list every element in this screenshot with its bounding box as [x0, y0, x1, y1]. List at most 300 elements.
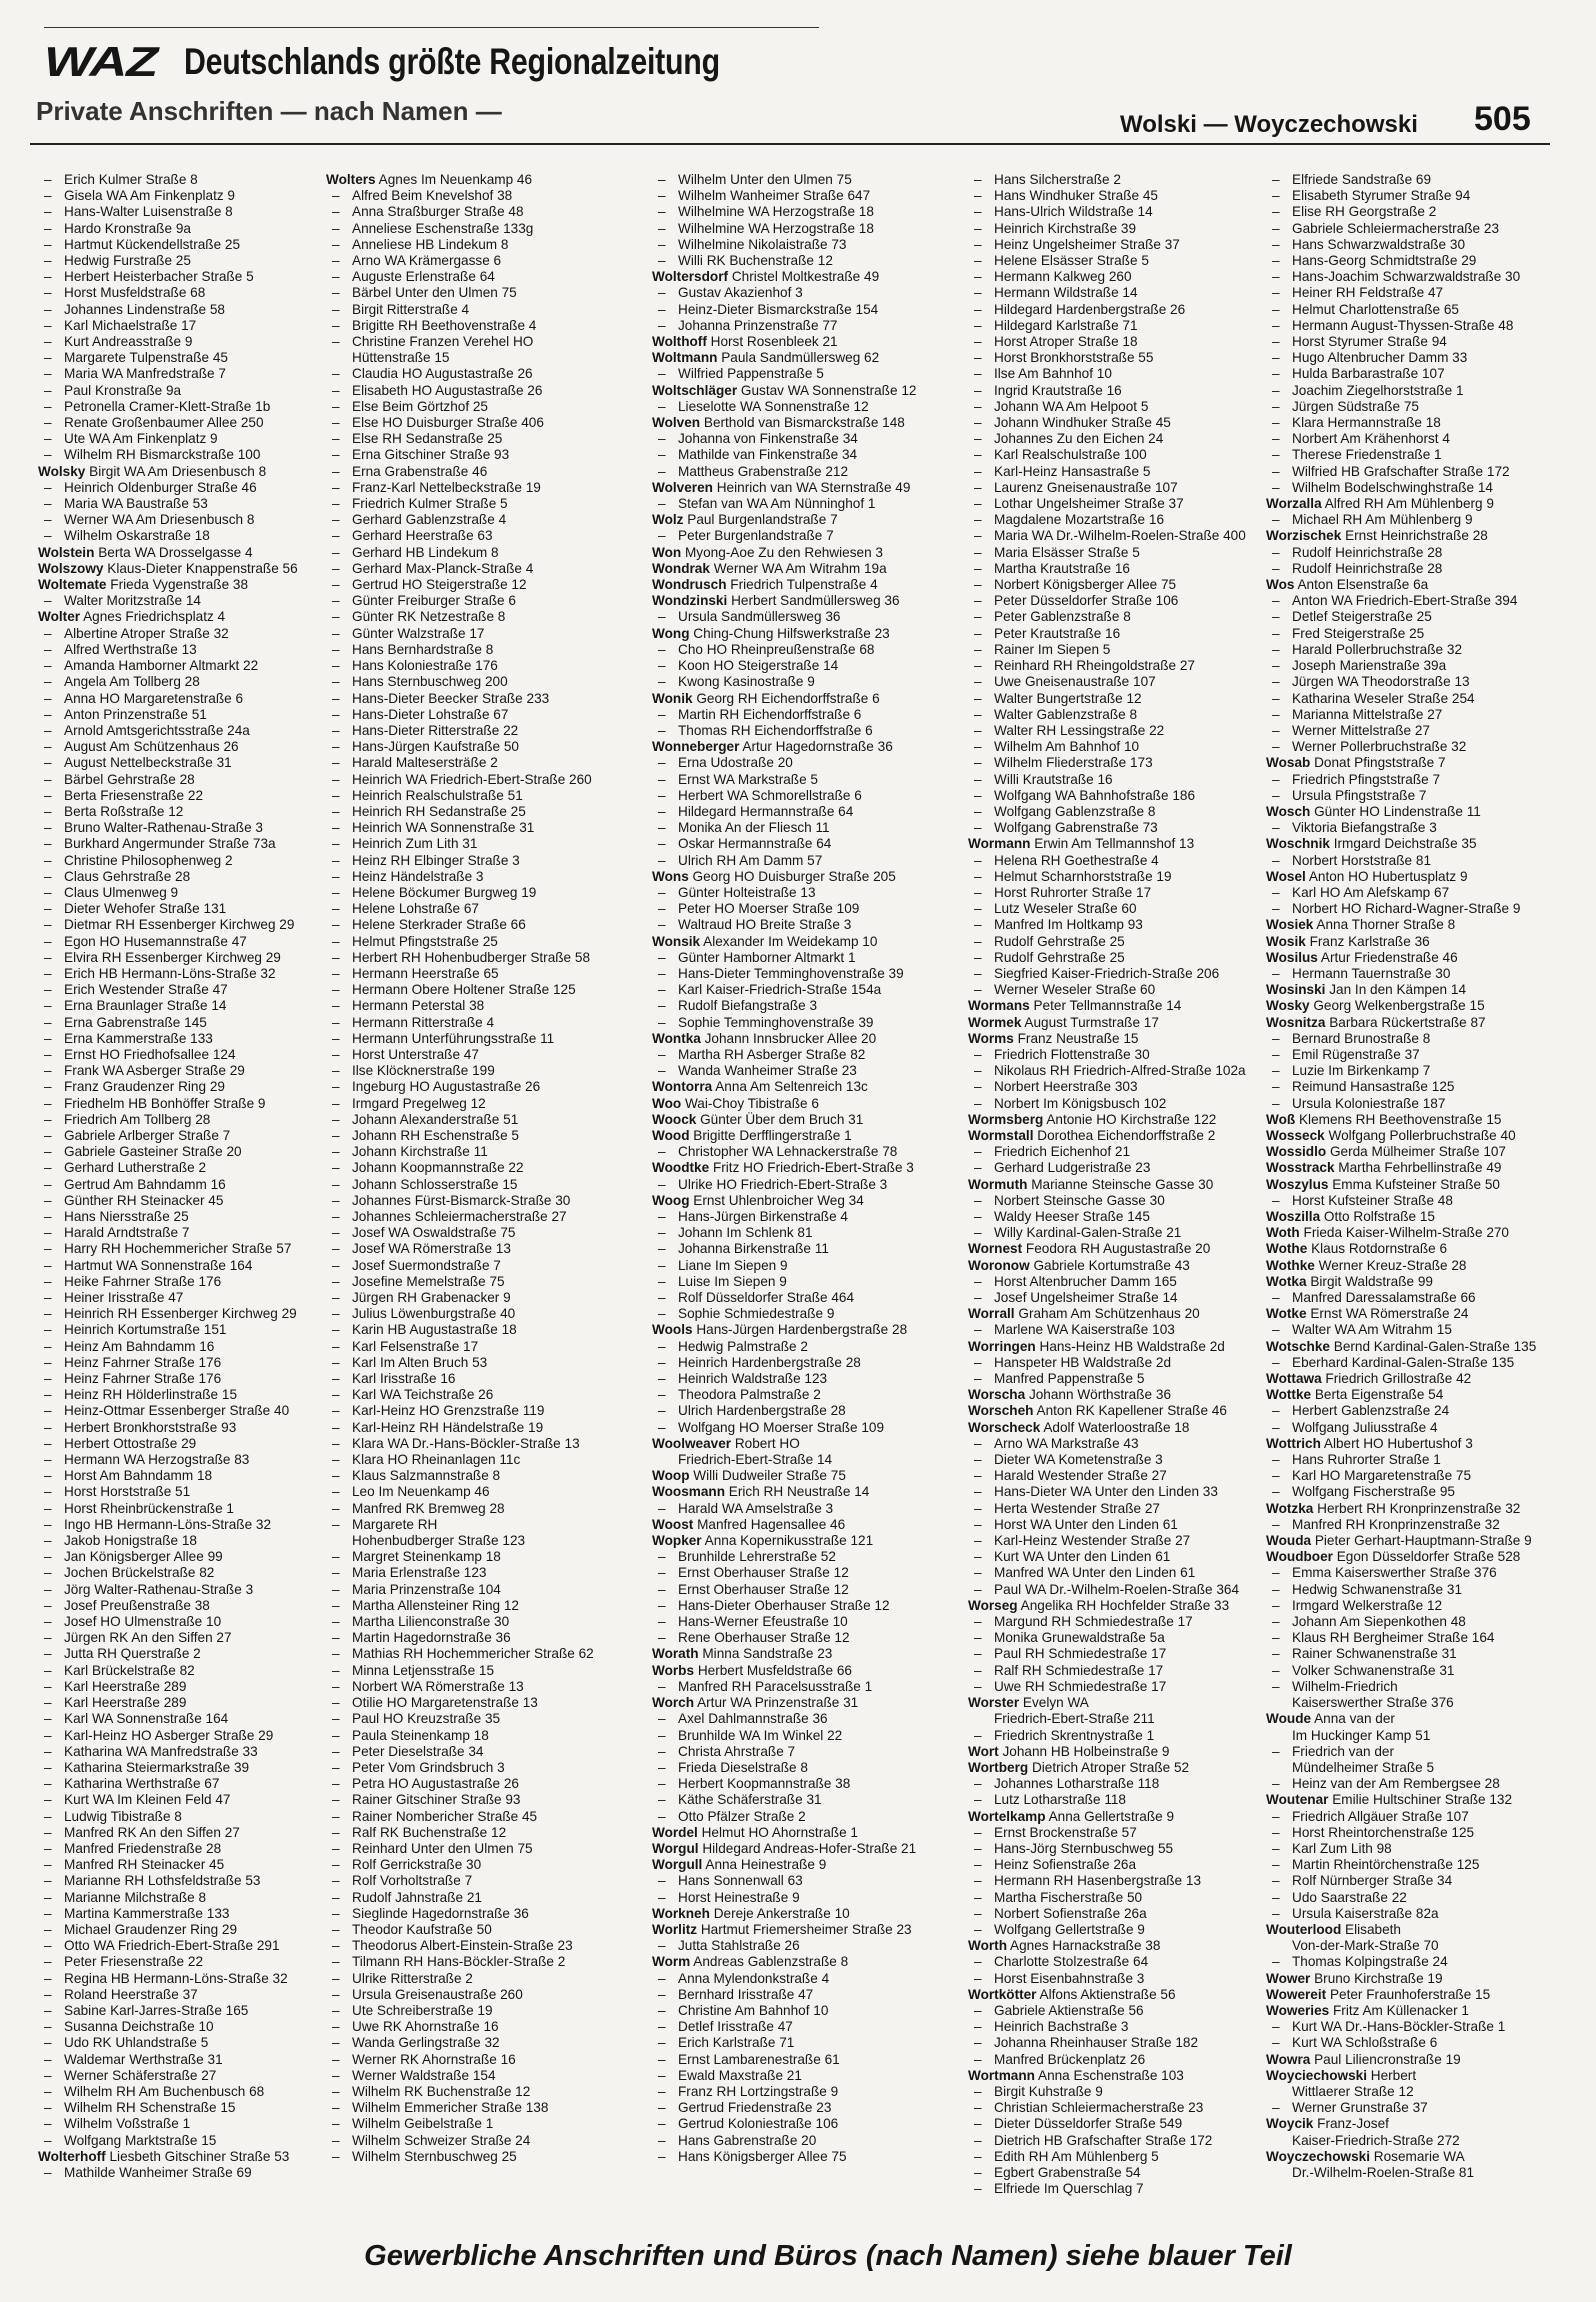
entry-text: Adolf Waterloostraße 18: [1043, 1419, 1190, 1435]
directory-entry: [38, 950, 338, 966]
entry-text: Marianne Steinsche Gasse 30: [1031, 1176, 1214, 1192]
directory-entry: [38, 885, 338, 901]
entry-text: Ingo HB Hermann-Löns-Straße 32: [64, 1516, 272, 1532]
entry-text: Hermann RH Hasenbergstraße 13: [994, 1873, 1202, 1889]
directory-entry: [38, 1890, 338, 1906]
entry-text: Gertrud HO Steigerstraße 12: [352, 577, 527, 593]
directory-entry: [38, 1339, 338, 1355]
directory-entry: [652, 1971, 952, 1987]
entry-text: August Nettelbeckstraße 31: [64, 755, 232, 771]
surname: Woronow: [968, 1257, 1030, 1273]
directory-entry: [968, 221, 1268, 237]
entry-text: Anton RK Kapellener Straße 46: [1036, 1403, 1227, 1419]
entry-text: Günter HO Lindenstraße 11: [1314, 803, 1481, 819]
directory-entry: [326, 285, 626, 301]
entry-text: Frieda Vygenstraße 38: [110, 577, 249, 593]
directory-entry: [1266, 285, 1566, 301]
directory-entry: [968, 172, 1268, 188]
entry-text: Petra HO Augustastraße 26: [352, 1776, 519, 1792]
directory-entry: [326, 1063, 626, 1079]
entry-text: Rolf Düsseldorfer Straße 464: [678, 1290, 855, 1306]
directory-entry: [652, 528, 952, 544]
directory-entry: [38, 447, 338, 463]
directory-entry: [652, 1258, 952, 1274]
directory-entry: [326, 707, 626, 723]
surname: Wormuth: [968, 1176, 1028, 1192]
entry-text: Jutta RH Querstraße 2: [64, 1646, 201, 1662]
entry-text: Johann Im Schlenk 81: [678, 1225, 813, 1241]
directory-entry: [326, 577, 626, 593]
entry-text: Heinrich Hardenbergstraße 28: [678, 1354, 861, 1370]
entry-text: Wanda Gerlingstraße 32: [352, 2035, 500, 2051]
entry-text: Birgit Ritterstraße 4: [352, 301, 470, 317]
directory-column-2: [326, 172, 626, 2212]
directory-entry: [1266, 1938, 1566, 1954]
directory-entry: [968, 966, 1268, 982]
directory-entry: [1266, 302, 1566, 318]
directory-entry: [1266, 512, 1566, 528]
directory-entry: [652, 1565, 952, 1581]
directory-entry: [326, 399, 626, 415]
entry-text: Heinrich RH Essenberger Kirchweg 29: [64, 1306, 297, 1322]
directory-entry: [38, 545, 338, 561]
directory-entry: [326, 2019, 626, 2035]
directory-entry: [1266, 480, 1566, 496]
entry-text: Wilhelm Geibelstraße 1: [352, 2116, 494, 2132]
directory-entry: [1266, 1517, 1566, 1533]
entry-text: Gertrud Koloniestraße 106: [678, 2116, 839, 2132]
directory-entry: [968, 1663, 1268, 1679]
directory-entry: [968, 480, 1268, 496]
directory-entry: [968, 998, 1268, 1014]
directory-entry: [968, 1825, 1268, 1841]
directory-entry: [38, 577, 338, 593]
directory-entry: [968, 917, 1268, 933]
directory-entry: [968, 269, 1268, 285]
directory-entry: [1266, 1160, 1566, 1176]
entry-text: Erna Gabrenstraße 145: [64, 1014, 207, 1030]
directory-entry: [968, 2165, 1268, 2181]
entry-text: Joachim Ziegelhorststraße 1: [1292, 382, 1464, 398]
directory-entry: [1266, 1792, 1566, 1808]
directory-entry: [326, 1290, 626, 1306]
directory-entry: [38, 1971, 338, 1987]
surname: Wormsberg: [968, 1111, 1044, 1127]
directory-entry: [652, 1144, 952, 1160]
directory-entry: [1266, 1646, 1566, 1662]
entry-text: Johanna von Finkenstraße 34: [678, 431, 858, 447]
directory-entry: [1266, 1063, 1566, 1079]
directory-entry: [326, 804, 626, 820]
directory-entry: [326, 269, 626, 285]
entry-text: Paula Steinenkamp 18: [352, 1727, 489, 1743]
directory-entry: [652, 447, 952, 463]
directory-entry: [652, 2068, 952, 2084]
entry-text: Angelika RH Hochfelder Straße 33: [1020, 1597, 1230, 1613]
directory-entry: [38, 1063, 338, 1079]
entry-text: Paul RH Schmiedestraße 17: [994, 1646, 1167, 1662]
entry-text: Bernhard Irisstraße 47: [678, 1986, 814, 2002]
entry-text: Paul HO Kreuzstraße 35: [352, 1711, 501, 1727]
directory-entry: [1266, 172, 1566, 188]
entry-text: Donat Pfingststraße 7: [1314, 755, 1446, 771]
entry-text: Helmut Scharnhorststraße 19: [994, 868, 1172, 884]
directory-entry: [1266, 1436, 1566, 1452]
directory-entry: [1266, 1031, 1566, 1047]
surname: Worth: [968, 1938, 1008, 1954]
directory-entry: [968, 901, 1268, 917]
directory-entry: [326, 237, 626, 253]
directory-entry: [1266, 545, 1566, 561]
directory-entry: [1266, 1144, 1566, 1160]
directory-entry: [1266, 1711, 1566, 1727]
entry-text: Gerda Mülheimer Straße 107: [1329, 1144, 1506, 1160]
surname: Worbs: [652, 1662, 695, 1678]
entry-text: Udo Saarstraße 22: [1292, 1889, 1407, 1905]
entry-text: Maria WA Dr.-Wilhelm-Roelen-Straße 400: [994, 528, 1246, 544]
entry-text: Laurenz Gneisenaustraße 107: [994, 479, 1178, 495]
directory-entry: [1266, 1873, 1566, 1889]
directory-entry: [38, 723, 338, 739]
entry-text: Hedwig Schwanenstraße 31: [1292, 1581, 1463, 1597]
entry-text: Johann Windhuker Straße 45: [994, 415, 1171, 431]
directory-entry: [38, 528, 338, 544]
entry-text: Kaiserswerther Straße 376: [1292, 1695, 1454, 1711]
surname: Wopker: [652, 1533, 702, 1549]
directory-entry: [38, 2003, 338, 2019]
entry-text: Wai-Choy Tibistraße 6: [684, 1095, 819, 1111]
directory-entry: [652, 1160, 952, 1176]
directory-entry: [38, 1646, 338, 1662]
directory-entry: [652, 1809, 952, 1825]
surname: Woosmann: [652, 1484, 726, 1500]
entry-text: Luzie Im Birkenkamp 7: [1292, 1063, 1431, 1079]
directory-entry: [326, 1015, 626, 1031]
directory-entry: [968, 1630, 1268, 1646]
directory-entry: [1266, 383, 1566, 399]
directory-entry: [326, 788, 626, 804]
directory-entry: [968, 691, 1268, 707]
entry-text: Johanna Rheinhauser Straße 182: [994, 2035, 1199, 2051]
entry-text: Therese Friedenstraße 1: [1292, 447, 1442, 463]
entry-text: Ulrike HO Friedrich-Ebert-Straße 3: [678, 1176, 888, 1192]
directory-entry: [652, 1290, 952, 1306]
directory-entry: [652, 253, 952, 269]
directory-entry: [38, 188, 338, 204]
directory-entry: [38, 1776, 338, 1792]
directory-entry: [326, 658, 626, 674]
surname: Wornest: [968, 1241, 1023, 1257]
directory-entry: [1266, 1015, 1566, 1031]
entry-text: Herbert RH Hohenbudberger Straße 58: [352, 949, 591, 965]
directory-entry: [1266, 1079, 1566, 1095]
directory-entry: [968, 1711, 1268, 1727]
directory-entry: [38, 674, 338, 690]
directory-entry: [38, 1809, 338, 1825]
surname: Wortkötter: [968, 1986, 1037, 2002]
entry-text: Friedhelm HB Bonhöffer Straße 9: [64, 1095, 266, 1111]
directory-entry: [968, 1646, 1268, 1662]
directory-entry: [38, 1258, 338, 1274]
directory-entry: [326, 1274, 626, 1290]
entry-text: Manfred WA Unter den Linden 61: [994, 1565, 1196, 1581]
entry-text: Hans Niersstraße 25: [64, 1209, 189, 1224]
entry-text: Erna Udostraße 20: [678, 755, 793, 771]
entry-text: Georg Welkenbergstraße 15: [1313, 998, 1485, 1014]
directory-entry: [652, 1517, 952, 1533]
entry-text: Günter Freiburger Straße 6: [352, 593, 516, 609]
entry-text: Hermann Heerstraße 65: [352, 965, 499, 981]
directory-entry: [38, 1728, 338, 1744]
entry-text: Karl HO Am Alefskamp 67: [1292, 884, 1450, 900]
directory-entry: [1266, 1825, 1566, 1841]
directory-entry: [1266, 350, 1566, 366]
directory-entry: [652, 480, 952, 496]
directory-entry: [326, 204, 626, 220]
entry-text: Agnes Harnackstraße 38: [1010, 1938, 1161, 1954]
entry-text: Walter Moritzstraße 14: [64, 593, 201, 609]
entry-text: Horst Styrumer Straße 94: [1292, 334, 1447, 350]
surname: Wong: [652, 625, 690, 641]
surname: Wolz: [652, 512, 684, 528]
directory-entry: [326, 1857, 626, 1873]
directory-entry: [326, 1890, 626, 1906]
directory-entry: [652, 366, 952, 382]
entry-text: Else HO Duisburger Straße 406: [352, 415, 544, 431]
directory-entry: [38, 1452, 338, 1468]
directory-entry: [968, 350, 1268, 366]
entry-text: Jürgen WA Theodorstraße 13: [1292, 674, 1470, 690]
entry-text: Peter Krautstraße 16: [994, 625, 1121, 641]
entry-text: Heiner RH Feldstraße 47: [1292, 285, 1444, 301]
entry-text: Ursula Kaiserstraße 82a: [1292, 1905, 1439, 1921]
entry-text: Wolfgang WA Bahnhofstraße 186: [994, 787, 1196, 803]
entry-text: Wilhelm Oskarstraße 18: [64, 528, 210, 544]
entry-text: Harald Pollerbruchstraße 32: [1292, 641, 1463, 657]
entry-text: Elise RH Georgstraße 2: [1292, 204, 1437, 220]
surname: Woodtke: [652, 1160, 710, 1176]
directory-entry: [968, 1403, 1268, 1419]
directory-entry: [326, 901, 626, 917]
directory-entry: [1266, 1906, 1566, 1922]
entry-text: Gerhard HB Lindekum 8: [352, 544, 499, 560]
directory-entry: [1266, 1484, 1566, 1500]
directory-entry: [968, 1533, 1268, 1549]
entry-text: Johann Alexanderstraße 51: [352, 1111, 519, 1127]
entry-text: Franz-Karl Nettelbeckstraße 19: [352, 479, 541, 495]
directory-entry: [326, 1792, 626, 1808]
directory-entry: [326, 2003, 626, 2019]
entry-text: Gertrud Friedenstraße 23: [678, 2100, 832, 2116]
directory-entry: [652, 172, 952, 188]
directory-entry: [1266, 399, 1566, 415]
directory-entry: [652, 2003, 952, 2019]
directory-entry: [326, 1728, 626, 1744]
entry-text: Horst WA Unter den Linden 61: [994, 1516, 1178, 1532]
entry-text: Ewald Maxstraße 21: [678, 2067, 802, 2083]
surname: Wortmann: [968, 2067, 1035, 2083]
directory-entry: [326, 1695, 626, 1711]
entry-text: Hans-Dieter Temminghovenstraße 39: [678, 965, 904, 981]
entry-text: Erna Kammerstraße 133: [64, 1030, 213, 1046]
surname: Wosilus: [1266, 949, 1318, 965]
entry-text: Marianne Milchstraße 8: [64, 1889, 207, 1905]
directory-entry: [1266, 788, 1566, 804]
directory-entry: [326, 561, 626, 577]
directory-entry: [968, 1760, 1268, 1776]
entry-text: Günter Hamborner Altmarkt 1: [678, 949, 856, 965]
directory-entry: [1266, 934, 1566, 950]
surname: Worzalla: [1266, 496, 1322, 512]
entry-text: Norbert Am Krähenhorst 4: [1292, 431, 1450, 447]
directory-entry: [38, 1744, 338, 1760]
directory-entry: [652, 1922, 952, 1938]
directory-entry: [38, 399, 338, 415]
directory-entry: [968, 1339, 1268, 1355]
entry-text: Johann Schlosserstraße 15: [352, 1176, 518, 1192]
directory-entry: [326, 739, 626, 755]
directory-entry: [326, 950, 626, 966]
directory-entry: [968, 1274, 1268, 1290]
entry-text: Hans-Jörg Sternbuschweg 55: [994, 1840, 1174, 1856]
directory-entry: [326, 772, 626, 788]
directory-entry: [968, 1809, 1268, 1825]
entry-text: Rainer Schwanenstraße 31: [1292, 1646, 1457, 1662]
entry-text: Hans Windhuker Straße 45: [994, 188, 1158, 204]
entry-text: Thomas Kolpingstraße 24: [1292, 1954, 1448, 1970]
directory-entry: [652, 221, 952, 237]
surname: Wolstein: [38, 544, 95, 560]
directory-entry: [652, 1873, 952, 1889]
entry-text: Friedrich Pfingststraße 7: [1292, 771, 1441, 787]
directory-entry: [326, 528, 626, 544]
entry-text: Karl-Heinz Hansastraße 5: [994, 463, 1151, 479]
directory-entry: [38, 480, 338, 496]
directory-entry: [968, 739, 1268, 755]
directory-entry: [1266, 820, 1566, 836]
entry-text: Martina Kammerstraße 133: [64, 1905, 230, 1921]
directory-entry: [652, 2019, 952, 2035]
surname: Wolsky: [38, 463, 86, 479]
directory-entry: [38, 1484, 338, 1500]
entry-text: Josef Ungelsheimer Straße 14: [994, 1290, 1178, 1306]
directory-entry: [652, 1987, 952, 2003]
entry-text: Klara HO Rheinanlagen 11c: [352, 1452, 521, 1468]
entry-text: Jan In den Kämpen 14: [1329, 982, 1467, 998]
entry-text: Heinrich WA Sonnenstraße 31: [352, 820, 535, 836]
entry-text: Anna van der: [1314, 1711, 1395, 1727]
directory-entry: [326, 334, 626, 350]
entry-text: Helmut HO Ahornstraße 1: [701, 1824, 858, 1840]
entry-text: Lutz Lotharstraße 118: [994, 1792, 1126, 1808]
directory-entry: [1266, 1614, 1566, 1630]
directory-entry: [326, 447, 626, 463]
directory-entry: [326, 464, 626, 480]
entry-text: Helmut Charlottenstraße 65: [1292, 301, 1459, 317]
directory-entry: [968, 1160, 1268, 1176]
entry-text: Gerhard Heerstraße 63: [352, 528, 493, 544]
surname: Worscheck: [968, 1419, 1041, 1435]
directory-entry: [326, 934, 626, 950]
directory-entry: [326, 1484, 626, 1500]
directory-entry: [968, 1047, 1268, 1063]
directory-entry: [652, 658, 952, 674]
entry-text: Hartmut WA Sonnenstraße 164: [64, 1257, 253, 1273]
entry-text: Else Beim Görtzhof 25: [352, 398, 488, 414]
directory-entry: [968, 1193, 1268, 1209]
directory-entry: [1266, 869, 1566, 885]
directory-entry: [968, 496, 1268, 512]
entry-text: Walter Gablenzstraße 8: [994, 706, 1138, 722]
directory-entry: [38, 221, 338, 237]
entry-text: Friedrich Eichenhof 21: [994, 1144, 1131, 1160]
directory-entry: [968, 399, 1268, 415]
entry-text: Karl Zum Lith 98: [1292, 1840, 1392, 1856]
entry-text: Volker Schwanenstraße 31: [1292, 1662, 1455, 1678]
directory-entry: [968, 1436, 1268, 1452]
entry-text: Karl-Heinz Westender Straße 27: [994, 1533, 1191, 1549]
directory-entry: [968, 674, 1268, 690]
directory-entry: [1266, 593, 1566, 609]
directory-entry: [38, 2165, 338, 2181]
entry-text: Willi Dudweiler Straße 75: [693, 1468, 846, 1484]
surname: Wondzinski: [652, 593, 728, 609]
entry-text: Jan Königsberger Allee 99: [64, 1549, 223, 1565]
entry-text: Hermann Unterführungsstraße 11: [352, 1030, 555, 1046]
entry-text: Anna Kopernikusstraße 121: [704, 1533, 874, 1549]
entry-text: Egon Düsseldorfer Straße 528: [1336, 1549, 1521, 1565]
directory-entry: [1266, 998, 1566, 1014]
entry-text: Rainer Gitschiner Straße 93: [352, 1792, 521, 1808]
entry-text: Wilfried Pappenstraße 5: [678, 366, 824, 382]
masthead: [44, 36, 838, 88]
entry-text: Heinz RH Hölderlinstraße 15: [64, 1387, 238, 1403]
directory-entry: [38, 1420, 338, 1436]
entry-text: Hans-Dieter Oberhauser Straße 12: [678, 1597, 890, 1613]
directory-entry: [38, 366, 338, 382]
entry-text: Hans Gabrenstraße 20: [678, 2132, 817, 2148]
entry-text: Heinz Sofienstraße 26a: [994, 1857, 1137, 1873]
directory-entry: [38, 1144, 338, 1160]
header-rule: [30, 143, 1550, 145]
entry-text: Ernst Uhlenbroicher Weg 34: [693, 1192, 864, 1208]
entry-text: Else RH Sedanstraße 25: [352, 431, 503, 447]
entry-text: Werner WA Am Witrahm 19a: [713, 560, 887, 576]
entry-text: Ernst Oberhauser Straße 12: [678, 1581, 849, 1597]
directory-entry: [38, 1630, 338, 1646]
entry-text: Herbert Gablenzstraße 24: [1292, 1403, 1450, 1419]
entry-text: Rudolf Jahnstraße 21: [352, 1889, 482, 1905]
surname: Wosik: [1266, 933, 1306, 949]
entry-text: Hermann Ritterstraße 4: [352, 1014, 495, 1030]
entry-text: Herbert Musfeldstraße 66: [697, 1662, 852, 1678]
entry-text: Brigitte Derfflingerstraße 1: [693, 1127, 852, 1143]
directory-entry: [968, 1015, 1268, 1031]
directory-entry: [326, 2084, 626, 2100]
directory-entry: [968, 1906, 1268, 1922]
entry-text: Martha Lilienconstraße 30: [352, 1614, 510, 1630]
entry-text: Wilfried HB Grafschafter Straße 172: [1292, 463, 1510, 479]
entry-text: Sabine Karl-Jarres-Straße 165: [64, 2002, 249, 2018]
directory-entry: [326, 691, 626, 707]
directory-entry: [326, 1938, 626, 1954]
entry-text: Siegfried Kaiser-Friedrich-Straße 206: [994, 965, 1220, 981]
directory-entry: [326, 1047, 626, 1063]
entry-text: Margarete RH: [352, 1516, 438, 1532]
directory-entry: [326, 1922, 626, 1938]
entry-text: Karl Realschulstraße 100: [994, 447, 1147, 463]
directory-entry: [652, 577, 952, 593]
